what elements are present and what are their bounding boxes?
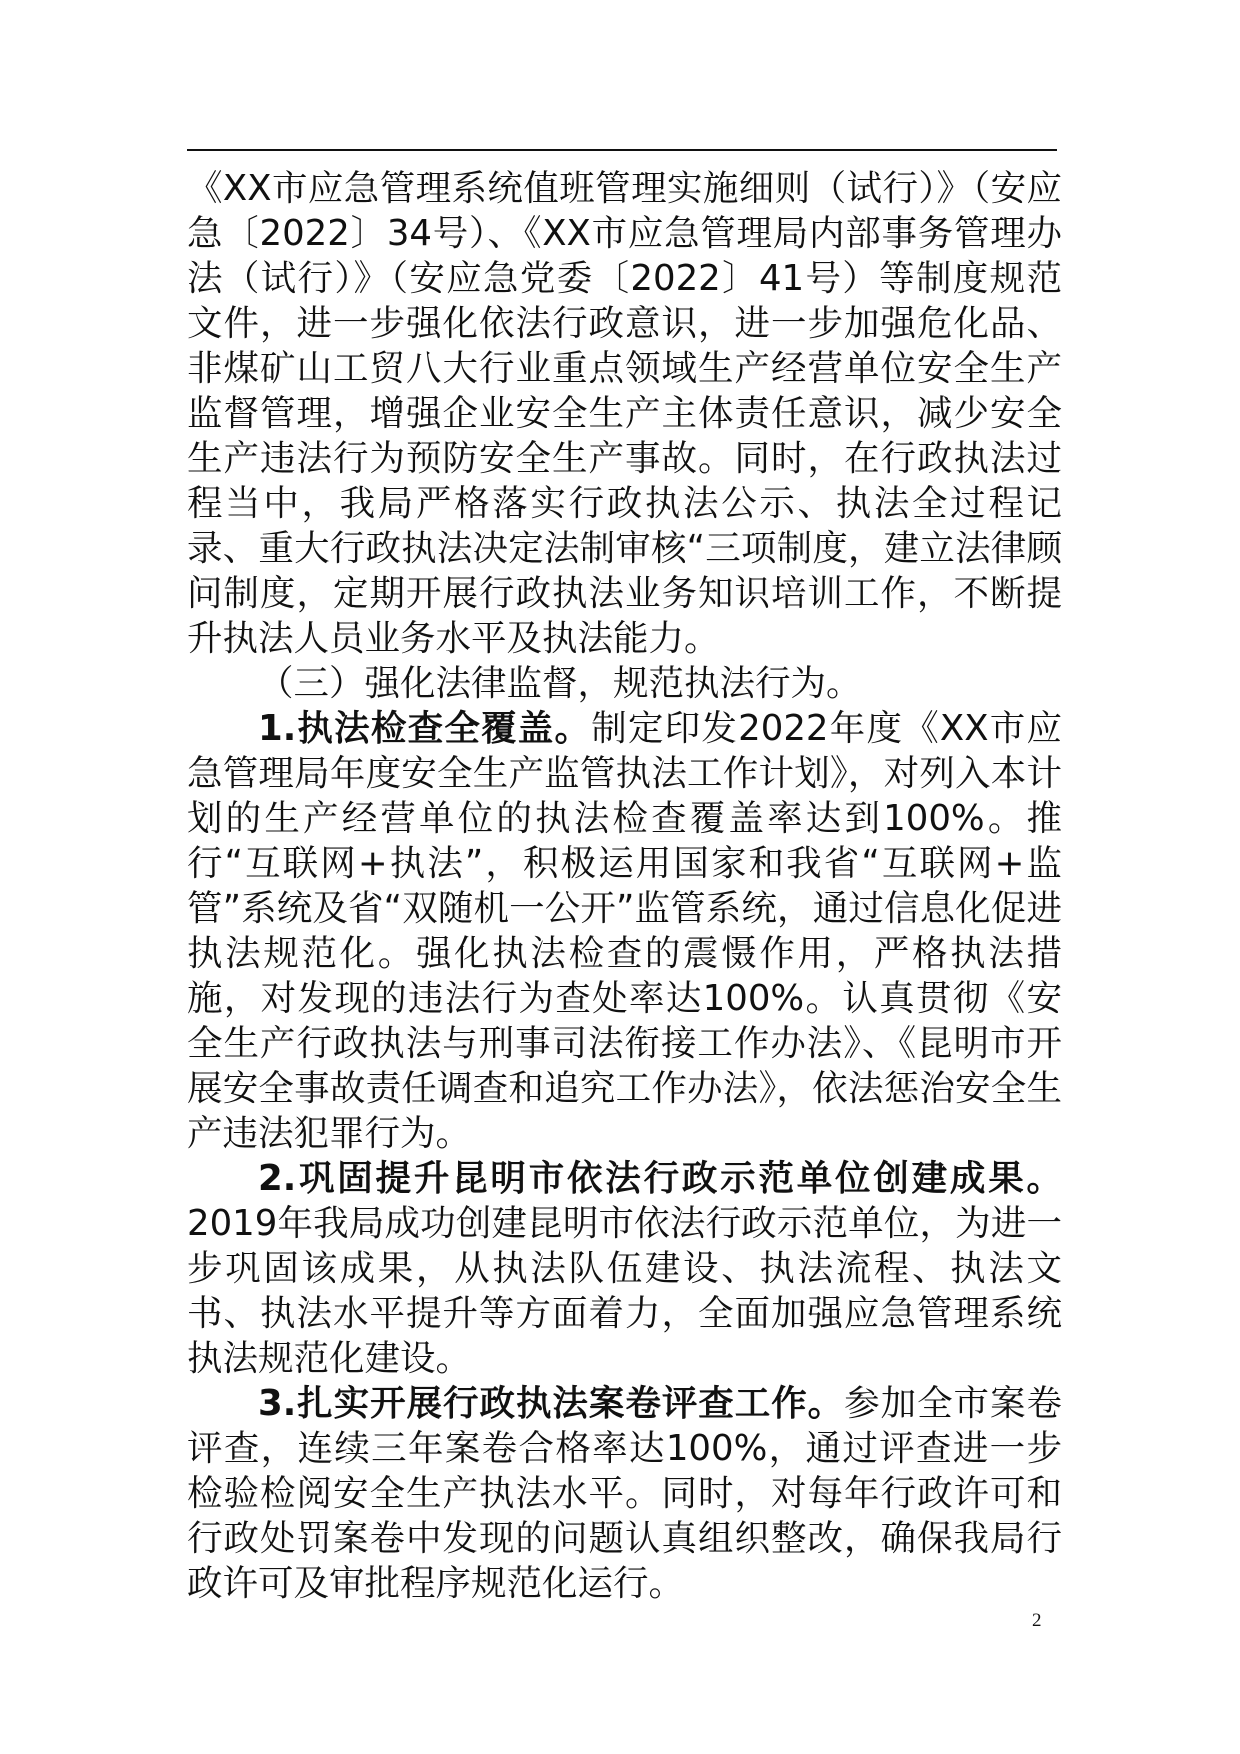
paragraph-item-2 xyxy=(187,1156,1062,1381)
item-2-text: 2019年我局成功创建昆明市依法行政示范单位，为进一步巩固该成果，从执法队伍建设、执法流程、执法文书、执法水平提升等方面着力，全面加强应急管理系统执法规范化建设。 xyxy=(187,1203,1062,1379)
header-rule xyxy=(187,149,1057,151)
item-3-lead: 3.扎实开展行政执法案卷评查工作。 xyxy=(258,1383,845,1424)
page-number: 2 xyxy=(1032,1610,1042,1631)
paragraph-text: 《XX市应急管理系统值班管理实施细则（试行）》（安应急〔2022〕34号）、《XX市应急管理局内部事务管理办法（试行）》（安应急党委〔2022〕41号）等制度规范文件，进一步强化依法行政意识，进一步加强危化品、非煤矿山工贸八大行业重点领域生产经营单位安全生产监督管理，增强企业安全生产主体责任意识，减少安全生产违法行为预防安全生产事故。同时，在行政执法过程当中，我局严格落实行政执法公示、执法全过程记录、重大行政执法决定法制审核“三项制度，建立法律顾问制度，定期开展行政执法业务知识培训工作，不断提升执法人员业务水平及执法能力。 xyxy=(187,168,1062,659)
item-3-text: 参加全市案卷评查，连续三年案卷合格率达100%，通过评查进一步检验检阅安全生产执法水平。同时，对每年行政许可和行政处罚案卷中发现的问题认真组织整改，确保我局行政许可及审批程序规范化运行。 xyxy=(187,1383,1062,1604)
body-text xyxy=(187,166,1062,1606)
paragraph-item-3 xyxy=(187,1381,1062,1606)
paragraph-item-1 xyxy=(187,706,1062,1156)
paragraph-rules-documents xyxy=(187,166,1062,661)
item-1-text: 制定印发2022年度《XX市应急管理局年度安全生产监管执法工作计划》，对列入本计划的生产经营单位的执法检查覆盖率达到100%。推行“互联网+执法”，积极运用国家和我省“互联网+监管”系统及省“双随机一公开”监管系统，通过信息化促进执法规范化。强化执法检查的震慑作用，严格执法措施，对发现的违法行为查处率达100%。认真贯彻《安全生产行政执法与刑事司法衔接工作办法》、《昆明市开展安全事故责任调查和追究工作办法》，依法惩治安全生产违法犯罪行为。 xyxy=(187,708,1063,1154)
item-2-lead: 2.巩固提升昆明市依法行政示范单位创建成果。 xyxy=(258,1158,1062,1199)
section-heading-text: （三）强化法律监督，规范执法行为。 xyxy=(258,663,862,704)
item-1-lead: 1.执法检查全覆盖。 xyxy=(258,708,592,749)
section-heading-3 xyxy=(187,661,1062,706)
